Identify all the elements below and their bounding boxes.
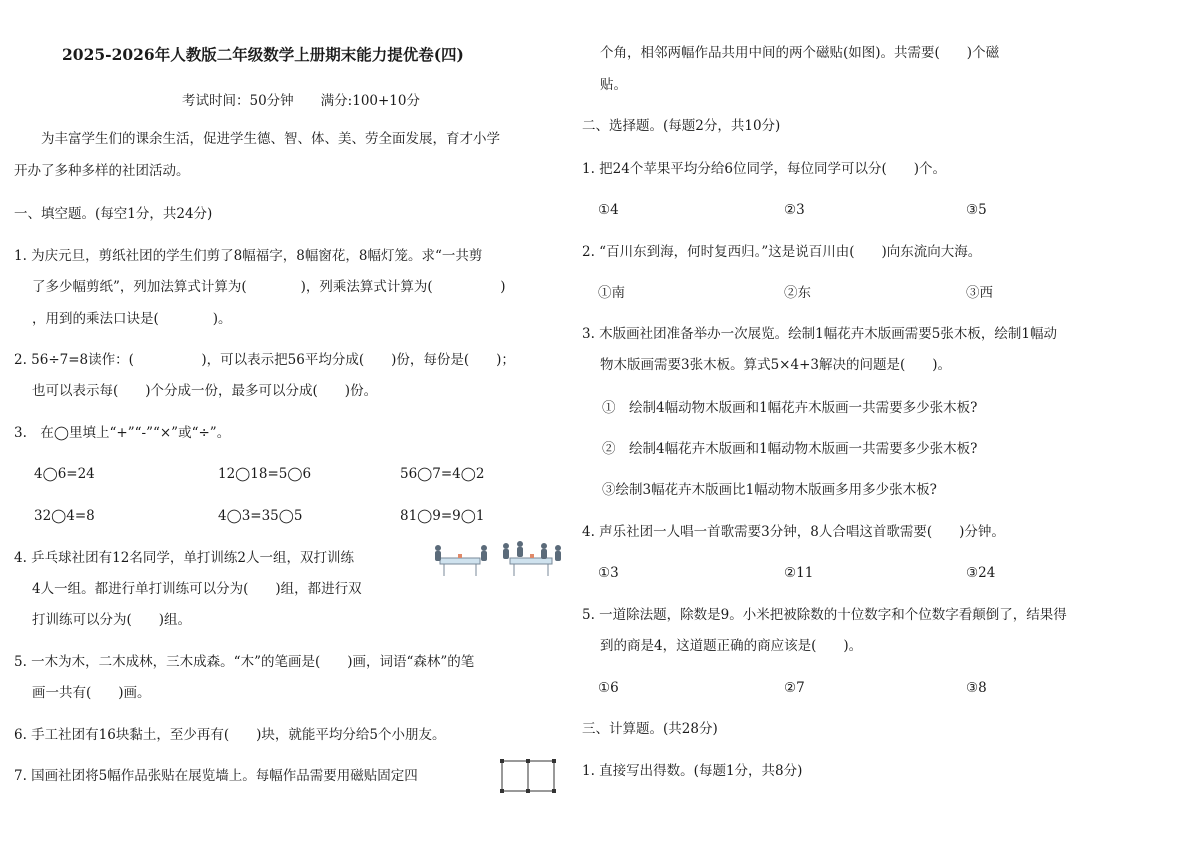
s1-q3-eq: 4◯6=24 (34, 466, 95, 482)
s1-q3-eq: 32◯4=8 (34, 508, 95, 524)
s1-q5-line-1: 5. 一木为木，二木成林，三木成森。“木”的笔画是( )画，词语“森林”的笔 (14, 654, 475, 670)
ping-pong-illustration (428, 540, 566, 580)
s1-q4-line-3: 打训练可以分为( )组。 (32, 612, 192, 628)
s2-q3-option: ③绘制3幅花卉木版画比1幅动物木版画多用多少张木板? (602, 482, 937, 498)
s1-q1-line-2: 了多少幅剪纸”，列加法算式计算为( )，列乘法算式计算为( ) (32, 279, 506, 295)
s2-q3-stem-line-1: 3. 木版画社团准备举办一次展览。绘制1幅花卉木版画需要5张木板，绘制1幅动 (582, 326, 1057, 342)
s1-q1-line-3: ，用到的乘法口诀是( )。 (32, 311, 232, 327)
exam-info: 考试时间：50分钟 满分:100+10分 (182, 93, 420, 109)
s2-q5-option: ①6 (598, 680, 619, 696)
section1-heading: 一、填空题。(每空1分，共24分) (14, 206, 213, 222)
s2-q5-option: ②7 (784, 680, 805, 696)
s1-q1-line-1: 1. 为庆元旦，剪纸社团的学生们剪了8幅福字，8幅窗花，8幅灯笼。求“一共剪 (14, 248, 483, 264)
s2-q4-option: ③24 (966, 565, 996, 581)
s2-q2-stem: 2. “百川东到海，何时复西归。”这是说百川由( )向东流向大海。 (582, 244, 982, 260)
s2-q4-option: ②11 (784, 565, 814, 581)
s2-q2-option: ③西 (966, 285, 993, 301)
s1-q2-line-2: 也可以表示每( )个分成一份，最多可以分成( )份。 (32, 383, 378, 399)
s2-q1-option: ①4 (598, 202, 619, 218)
s2-q5-stem-line-1: 5. 一道除法题，除数是9。小米把被除数的十位数字和个位数字看颠倒了，结果得 (582, 607, 1067, 623)
s2-q4-option: ①3 (598, 565, 619, 581)
s2-q4-stem: 4. 声乐社团一人唱一首歌需要3分钟，8人合唱这首歌需要( )分钟。 (582, 524, 1005, 540)
s2-q3-option: ① 绘制4幅动物木版画和1幅花卉木版画一共需要多少张木板? (602, 400, 978, 416)
s3-q1: 1. 直接写出得数。(每题1分，共8分) (582, 763, 803, 779)
s1-q3-eq: 12◯18=5◯6 (218, 466, 312, 482)
intro-line-1: 为丰富学生们的课余生活，促进学生德、智、体、美、劳全面发展，育才小学 (14, 131, 500, 147)
s2-q2-option: ①南 (598, 285, 625, 301)
s2-q5-option: ③8 (966, 680, 987, 696)
s2-q3-option: ② 绘制4幅花卉木版画和1幅动物木版画一共需要多少张木板? (602, 441, 978, 457)
s1-q3-eq: 56◯7=4◯2 (400, 466, 485, 482)
s2-q1-option: ③5 (966, 202, 987, 218)
s1-q7-line-1: 7. 国画社团将5幅作品张贴在展览墙上。每幅作品需要用磁贴固定四 (14, 768, 418, 784)
s2-q5-stem-line-2: 到的商是4，这道题正确的商应该是( )。 (600, 638, 863, 654)
s1-q2-line-1: 2. 56÷7=8读作：( )，可以表示把56平均分成( )份，每份是( )； (14, 352, 515, 368)
page-title: 2025-2026年人教版二年级数学上册期末能力提优卷(四) (62, 45, 464, 64)
s1-q7-line-2: 个角，相邻两幅作品共用中间的两个磁贴(如图)。共需要( )个磁 (600, 45, 1000, 61)
s1-q5-line-2: 画一共有( )画。 (32, 685, 151, 701)
s2-q1-stem: 1. 把24个苹果平均分给6位同学，每位同学可以分( )个。 (582, 161, 946, 177)
s1-q6: 6. 手工社团有16块黏土，至少再有( )块，就能平均分给5个小朋友。 (14, 727, 446, 743)
intro-line-2: 开办了多种多样的社团活动。 (14, 163, 190, 179)
s1-q3-eq: 81◯9=9◯1 (400, 508, 485, 524)
s1-q4-line-1: 4. 乒乓球社团有12名同学，单打训练2人一组，双打训练 (14, 550, 354, 566)
s1-q3-stem: 3. 在◯里填上“+”“-”“×”或“÷”。 (14, 425, 231, 441)
section3-heading: 三、计算题。(共28分) (582, 721, 718, 737)
s1-q7-line-3: 贴。 (600, 77, 627, 93)
s2-q2-option: ②东 (784, 285, 811, 301)
s2-q3-stem-line-2: 物木版画需要3张木板。算式5×4+3解决的问题是( )。 (600, 357, 952, 373)
s2-q1-option: ②3 (784, 202, 805, 218)
s1-q4-line-2: 4人一组。都进行单打训练可以分为( )组，都进行双 (32, 581, 362, 597)
magnet-board-illustration (496, 758, 564, 794)
s1-q3-eq: 4◯3=35◯5 (218, 508, 303, 524)
section2-heading: 二、选择题。(每题2分，共10分) (582, 118, 781, 134)
